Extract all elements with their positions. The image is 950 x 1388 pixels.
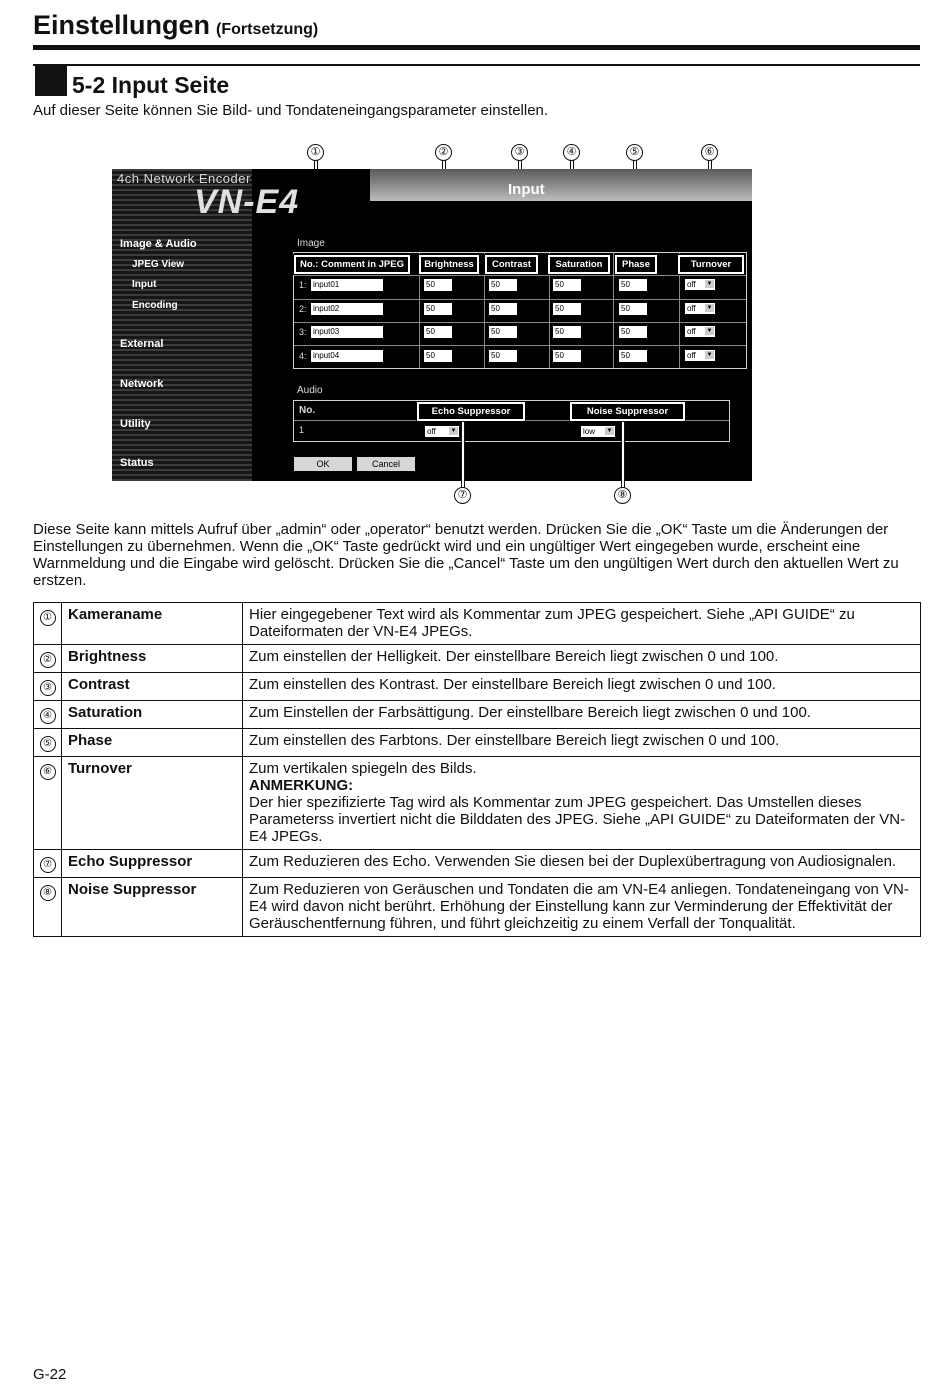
param-name: Saturation bbox=[62, 701, 243, 729]
row-number: 4: bbox=[299, 351, 307, 361]
callout-5: ⑤ bbox=[626, 144, 643, 161]
section-rule bbox=[33, 64, 920, 66]
turnover-value: off bbox=[687, 327, 696, 336]
param-name: Turnover bbox=[62, 757, 243, 850]
callout-number: ⑤ bbox=[40, 736, 56, 752]
row-num-cell bbox=[34, 757, 62, 850]
turnover-select[interactable] bbox=[685, 326, 715, 337]
table-row bbox=[34, 645, 921, 673]
section-intro: Auf dieser Seite können Sie Bild- und Tondateneingangsparameter einstellen. bbox=[33, 102, 549, 119]
param-desc: Zum einstellen des Kontrast. Der einstellbare Bereich liegt zwischen 0 und 100. bbox=[243, 673, 921, 701]
row-number: 2: bbox=[299, 304, 307, 314]
saturation-input[interactable]: 50 bbox=[553, 350, 581, 362]
brand-logo: VN-E4 bbox=[194, 183, 300, 221]
phase-input[interactable]: 50 bbox=[619, 326, 647, 338]
column-header-turnover-label: Turnover bbox=[690, 259, 732, 270]
chevron-down-icon: ▼ bbox=[706, 305, 713, 311]
row-num-cell bbox=[34, 673, 62, 701]
audio-no-header: No. bbox=[299, 405, 316, 416]
column-header-phase bbox=[615, 255, 657, 274]
page-number: G-22 bbox=[33, 1366, 67, 1383]
echo-value: off bbox=[427, 427, 436, 436]
callout-number: ⑥ bbox=[40, 764, 56, 780]
audio-section-label: Audio bbox=[297, 385, 323, 396]
column-header-noise-suppressor bbox=[570, 402, 685, 421]
param-name: Phase bbox=[62, 729, 243, 757]
turnover-value: off bbox=[687, 280, 696, 289]
turnover-value: off bbox=[687, 351, 696, 360]
callout-4: ④ bbox=[563, 144, 580, 161]
parameter-table bbox=[33, 602, 921, 937]
cancel-button[interactable]: Cancel bbox=[357, 457, 415, 471]
nav-utility[interactable]: Utility bbox=[120, 418, 151, 430]
phase-input[interactable]: 50 bbox=[619, 350, 647, 362]
callout-line-8 bbox=[622, 422, 624, 488]
nav-external[interactable]: External bbox=[120, 338, 164, 350]
table-row bbox=[34, 850, 921, 878]
contrast-input[interactable]: 50 bbox=[489, 350, 517, 362]
table-row bbox=[34, 701, 921, 729]
audio-row-number: 1 bbox=[299, 425, 305, 435]
table-row bbox=[34, 878, 921, 937]
column-header-brightness-label: Brightness bbox=[424, 259, 474, 270]
turnover-value: off bbox=[687, 304, 696, 313]
param-desc: Zum vertikalen spiegeln des Bilds. bbox=[249, 760, 477, 777]
brightness-input[interactable]: 50 bbox=[424, 350, 452, 362]
column-header-comment-label: No.: Comment in JPEG bbox=[300, 259, 404, 270]
param-desc: Zum einstellen des Farbtons. Der einstellbare Bereich liegt zwischen 0 und 100. bbox=[243, 729, 921, 757]
saturation-input[interactable]: 50 bbox=[553, 303, 581, 315]
param-name: Contrast bbox=[62, 673, 243, 701]
row-num-cell bbox=[34, 850, 62, 878]
brightness-input[interactable]: 50 bbox=[424, 326, 452, 338]
param-desc-cell bbox=[243, 757, 921, 850]
callout-number: ③ bbox=[40, 680, 56, 696]
phase-input[interactable]: 50 bbox=[619, 303, 647, 315]
turnover-select[interactable] bbox=[685, 350, 715, 361]
callout-2: ② bbox=[435, 144, 452, 161]
section-marker bbox=[35, 65, 67, 96]
column-header-brightness bbox=[419, 255, 479, 274]
note-text: Der hier spezifizierte Tag wird als Kommentar zum JPEG gespeichert. Das Umstellen dieses Parameterss invertiert nicht die Bilddaten des JPEG. Siehe „API GUIDE“ zu Dateiformaten der VN-E4 JPEGs. bbox=[249, 794, 906, 845]
nav-status[interactable]: Status bbox=[120, 457, 154, 469]
nav-network[interactable]: Network bbox=[120, 378, 164, 390]
table-row bbox=[34, 603, 921, 645]
callout-number: ① bbox=[40, 610, 56, 626]
param-name: Brightness bbox=[62, 645, 243, 673]
noise-header-label: Noise Suppressor bbox=[586, 406, 669, 417]
row-num-cell bbox=[34, 603, 62, 645]
nav-image-audio[interactable]: Image & Audio bbox=[120, 238, 197, 250]
table-row bbox=[34, 673, 921, 701]
callout-number: ⑦ bbox=[40, 857, 56, 873]
column-header-turnover bbox=[678, 255, 744, 274]
ok-button[interactable]: OK bbox=[294, 457, 352, 471]
turnover-select[interactable] bbox=[685, 279, 715, 290]
chevron-down-icon: ▼ bbox=[706, 328, 713, 334]
nav-input[interactable]: Input bbox=[132, 279, 157, 290]
saturation-input[interactable]: 50 bbox=[553, 279, 581, 291]
param-name: Echo Suppressor bbox=[62, 850, 243, 878]
echo-suppressor-select[interactable] bbox=[425, 426, 459, 437]
turnover-select[interactable] bbox=[685, 303, 715, 314]
param-desc: Hier eingegebener Text wird als Kommentar zum JPEG gespeichert. Siehe „API GUIDE“ zu Dateiformaten der VN-E4 JPEGs. bbox=[243, 603, 921, 645]
callout-6: ⑥ bbox=[701, 144, 718, 161]
row-num-cell bbox=[34, 701, 62, 729]
column-header-saturation bbox=[548, 255, 610, 274]
echo-header-label: Echo Suppressor bbox=[431, 406, 511, 417]
column-header-saturation-label: Saturation bbox=[555, 259, 603, 270]
chevron-down-icon: ▼ bbox=[606, 428, 613, 434]
callout-line-7 bbox=[462, 422, 464, 488]
page-header bbox=[33, 10, 318, 41]
callout-8: ⑧ bbox=[614, 487, 631, 504]
noise-value: low bbox=[583, 427, 596, 436]
callout-number: ④ bbox=[40, 708, 56, 724]
image-section-label: Image bbox=[297, 238, 325, 249]
nav-jpeg-view[interactable]: JPEG View bbox=[132, 259, 185, 270]
contrast-input[interactable]: 50 bbox=[489, 303, 517, 315]
row-number: 1: bbox=[299, 280, 307, 290]
row-number: 3: bbox=[299, 327, 307, 337]
column-header-phase-label: Phase bbox=[622, 259, 650, 270]
saturation-input[interactable]: 50 bbox=[553, 326, 581, 338]
column-header-echo-suppressor bbox=[417, 402, 525, 421]
table-row bbox=[34, 729, 921, 757]
usage-paragraph: Diese Seite kann mittels Aufruf über „admin“ oder „operator“ benutzt werden. Drücken Sie die „OK“ Taste um die Änderungen der Einstellungen zu übernehmen. Wenn die „OK“ Taste gedrückt wird und ein ungültiger Wert eingegeben wurde, erscheint eine Warnmeldung und die Eingabe wird gelöscht. Drücken Sie die „Cancel“ Taste um den ungültigen Wert durch den aktuellen Wert zu erstzen. bbox=[33, 521, 899, 589]
param-name: Noise Suppressor bbox=[62, 878, 243, 937]
brand-subtitle: 4ch Network Encoder bbox=[117, 171, 251, 186]
header-subtitle: (Fortsetzung) bbox=[216, 21, 319, 38]
note-heading: ANMERKUNG: bbox=[249, 777, 354, 794]
input-page-screenshot bbox=[112, 169, 752, 481]
param-desc: Zum Einstellen der Farbsättigung. Der einstellbare Bereich liegt zwischen 0 und 100. bbox=[243, 701, 921, 729]
phase-input[interactable]: 50 bbox=[619, 279, 647, 291]
grid-line bbox=[613, 253, 614, 368]
chevron-down-icon: ▼ bbox=[706, 281, 713, 287]
comment-input[interactable]: input04 bbox=[311, 350, 383, 362]
column-header-comment bbox=[294, 255, 410, 274]
chevron-down-icon: ▼ bbox=[706, 352, 713, 358]
comment-input[interactable]: input01 bbox=[311, 279, 383, 291]
callout-number: ⑧ bbox=[40, 885, 56, 901]
row-num-cell bbox=[34, 729, 62, 757]
param-desc: Zum einstellen der Helligkeit. Der einstellbare Bereich liegt zwischen 0 und 100. bbox=[243, 645, 921, 673]
table-row bbox=[34, 757, 921, 850]
callout-3: ③ bbox=[511, 144, 528, 161]
chevron-down-icon: ▼ bbox=[450, 428, 457, 434]
brightness-input[interactable]: 50 bbox=[424, 303, 452, 315]
param-desc: Zum Reduzieren des Echo. Verwenden Sie diesen bei der Duplexübertragung von Audiosignalen. bbox=[243, 850, 921, 878]
param-name: Kameraname bbox=[62, 603, 243, 645]
row-num-cell bbox=[34, 645, 62, 673]
noise-suppressor-select[interactable] bbox=[581, 426, 615, 437]
comment-input[interactable]: input03 bbox=[311, 326, 383, 338]
callout-number: ② bbox=[40, 652, 56, 668]
screenshot-banner bbox=[370, 169, 752, 201]
param-desc: Zum Reduzieren von Geräuschen und Tondaten die am VN-E4 anliegen. Tondateneingang von VN-E4 wird davon nicht berührt. Erhöhung der Einstellung kann zur Verminderung der Effektivität der Geräuschentfernung führen, und führt gleichzeitig zu einem Verfall der Tonqualität. bbox=[243, 878, 921, 937]
row-num-cell bbox=[34, 878, 62, 937]
contrast-input[interactable]: 50 bbox=[489, 326, 517, 338]
comment-input[interactable]: input02 bbox=[311, 303, 383, 315]
brightness-input[interactable]: 50 bbox=[424, 279, 452, 291]
column-header-contrast-label: Contrast bbox=[491, 259, 532, 270]
section-title: 5-2 Input Seite bbox=[72, 72, 230, 98]
banner-title: Input bbox=[508, 181, 545, 198]
callout-7: ⑦ bbox=[454, 487, 471, 504]
header-title: Einstellungen bbox=[33, 10, 211, 40]
header-rule bbox=[33, 45, 920, 50]
callout-1: ① bbox=[307, 144, 324, 161]
contrast-input[interactable]: 50 bbox=[489, 279, 517, 291]
nav-encoding[interactable]: Encoding bbox=[132, 300, 178, 311]
column-header-contrast bbox=[485, 255, 538, 274]
